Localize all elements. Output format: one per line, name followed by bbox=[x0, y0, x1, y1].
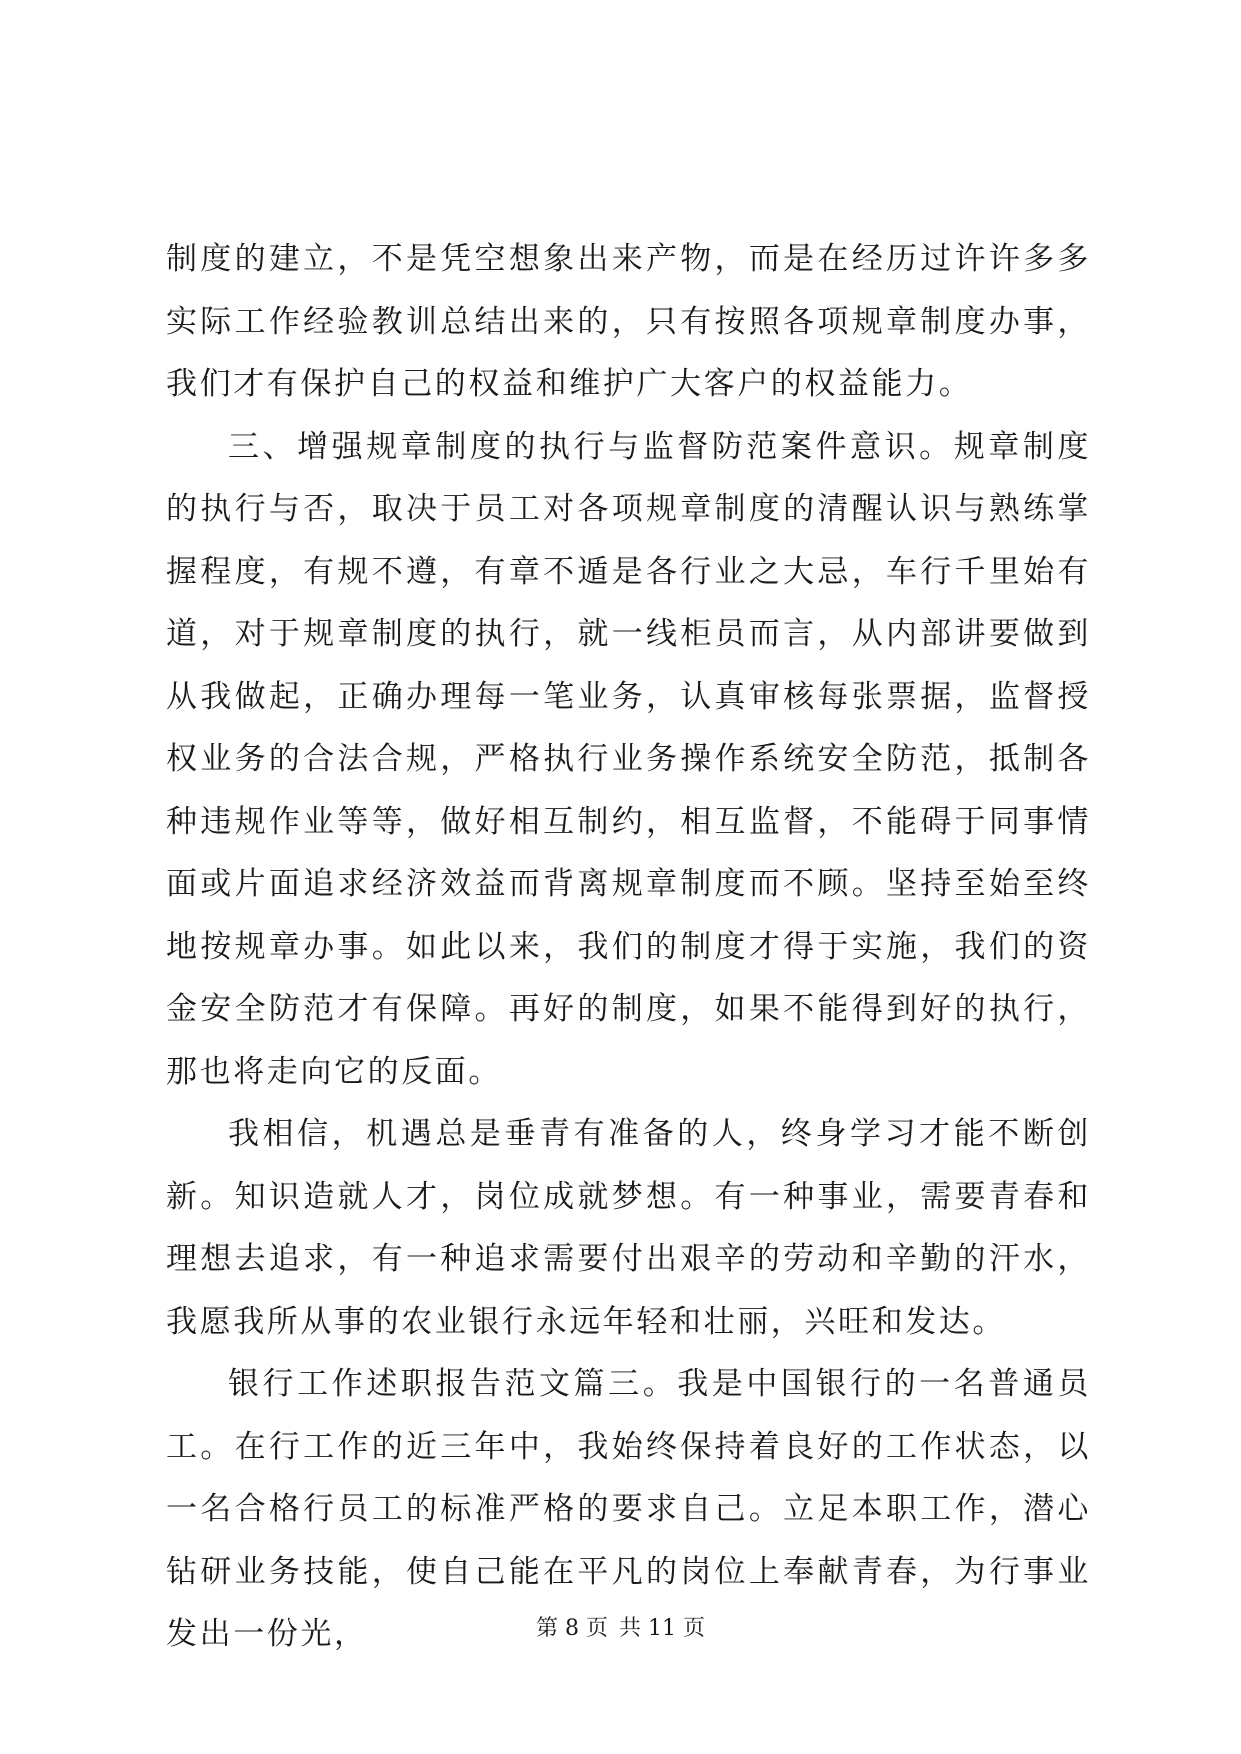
page-footer bbox=[0, 1614, 1241, 1644]
paragraph-4: 银行工作述职报告范文篇三。我是中国银行的一名普通员工。在行工作的近三年中，我始终保持着良好的工作状态，以一名合格行员工的标准严格的要求自己。立足本职工作，潜心钻研业务技能，使自己能在平凡的岗位上奉献青春，为行事业发出一份光， bbox=[166, 1366, 1091, 1652]
page-total: 共 11 页 bbox=[619, 1616, 705, 1641]
paragraph-1: 制度的建立，不是凭空想象出来产物，而是在经历过许许多多实际工作经验教训总结出来的，只有按照各项规章制度办事，我们才有保护自己的权益和维护广大客户的权益能力。 bbox=[166, 241, 1091, 402]
document-body bbox=[166, 228, 1091, 1666]
paragraph-3: 我相信，机遇总是垂青有准备的人，终身学习才能不断创新。知识造就人才，岗位成就梦想。有一种事业，需要青春和理想去追求，有一种追求需要付出艰辛的劳动和辛勤的汗水，我愿我所从事的农业银行永远年轻和壮丽，兴旺和发达。 bbox=[166, 1116, 1091, 1340]
paragraph-2: 三、增强规章制度的执行与监督防范案件意识。规章制度的执行与否，取决于员工对各项规章制度的清醒认识与熟练掌握程度，有规不遵，有章不遁是各行业之大忌，车行千里始有道，对于规章制度的执行，就一线柜员而言，从内部讲要做到从我做起，正确办理每一笔业务，认真审核每张票据，监督授权业务的合法合规，严格执行业务操作系统安全防范，抵制各种违规作业等等，做好相互制约，相互监督，不能碍于同事情面或片面追求经济效益而背离规章制度而不顾。坚持至始至终地按规章办事。如此以来，我们的制度才得于实施，我们的资金安全防范才有保障。再好的制度，如果不能得到好的执行，那也将走向它的反面。 bbox=[166, 428, 1091, 1090]
page-number: 第 8 页 bbox=[536, 1616, 608, 1641]
